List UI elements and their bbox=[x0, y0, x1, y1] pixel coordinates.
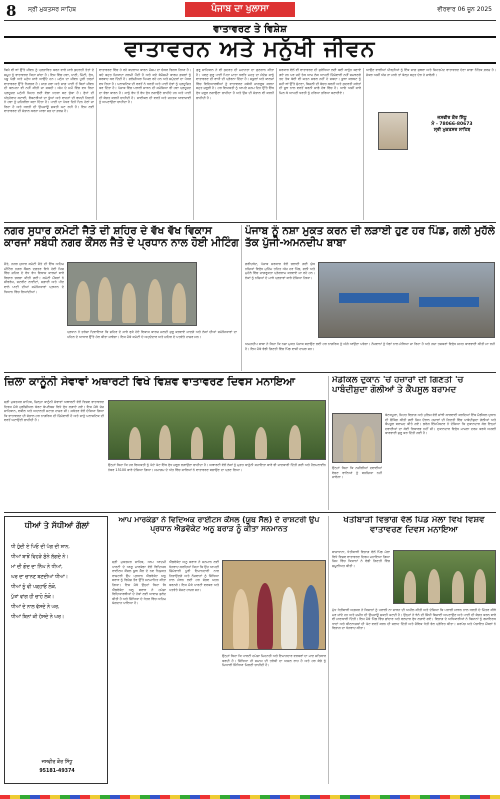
story-4-text-b: ਉਨ੍ਹਾਂ ਕਿਹਾ ਕਿ ਨਸ਼ੀਲੀਆਂ ਦਵਾਈਆਂ ਵੇਚਣ ਵਾਲਿਆਂ ਨੂੰ ਬਖ਼ਸ਼ਿਆ ਨਹੀਂ ਜਾਵੇਗਾ। bbox=[332, 466, 382, 480]
story-5-text-b: ਐਡਵੋਕੇਟ ਅਨੂ ਬਰਾੜ ਨੇ ਸਨਮਾਨ ਲਈ ਧੰਨਵਾਦ ਕਰਦਿਆਂ ਕਿਹਾ ਕਿ ਉਹ ਆਪਣੀ ਜ਼ਿੰਮੇਵਾਰੀ ਪੂਰੀ ਇਮਾਨਦਾਰੀ ਨਾਲ ਨਿਭਾਉਣਗੇ ਅਤੇ ਨੌਜਵਾਨਾਂ ਨੂੰ ਸਿੱਖਿਆ ਨਾਲ ਜੋੜਨ ਲਈ ਹਰ ਸੰਭਵ ਯਤਨ ਕਰਨਗੇ। ਇਸ ਮੌਕੇ ਪਾਰਟੀ ਵਰਕਰ ਅਤੇ ਪਤਵੰਤੇ ਸੱਜਣ ਹਾਜ਼ਰ ਸਨ। bbox=[169, 560, 219, 592]
author-info bbox=[410, 116, 494, 134]
story-1-headline: ਨਗਰ ਸੁਧਾਰ ਕਮੇਟੀ ਜੈਤੋ ਦੀ ਸ਼ਹਿਰ ਦੇ ਵੱਖ ਵੱਖ ਵਿਕਾਸ ਕਾਰਜਾਂ ਸਬੰਧੀ ਨਗਰ ਕੌਂਸਲ ਜੈਤੋ ਦੇ ਪ੍ਰਧਾਨ ਨਾਲ ਹੋਈ ਮੀਟਿੰਗ bbox=[4, 225, 239, 250]
story-5-headline: ਆਪ ਮਾਰਕੰਡਾ ਨੇ ਵਿਦਿਅਕ ਰਾਈਟਸ ਕੌਂਸਲ (ਯੂਥ ਸੈੱਲ) ਦੇ ਰਾਸ਼ਟਰੀ ਉਪ ਪ੍ਰਧਾਨ ਐਡਵੋਕੇਟ ਅਨੂ ਬਰਾੜ ਨੂੰ ਕੀਤਾ ਸਨਮਾਨਤ bbox=[118, 516, 320, 533]
column-rule bbox=[328, 516, 329, 784]
issue-date: ਵੀਰਵਾਰ 06 ਜੂਨ 2025 bbox=[437, 6, 492, 13]
story-3-headline: ਜ਼ਿਲਾ ਕਾਨੂੰਨੀ ਸੇਵਾਵਾਂ ਅਥਾਰਟੀ ਵਿਖੇ ਵਿਸ਼ਵ ਵਾਤਾਵਰਣ ਦਿਵਸ ਮਨਾਇਆ bbox=[4, 376, 295, 388]
poem-body bbox=[11, 543, 105, 623]
story-1-text-a: ਜੈਤੋ, ਨਗਰ ਸੁਧਾਰ ਕਮੇਟੀ ਜੈਤੋ ਦੀ ਇੱਕ ਅਹਿਮ ਮੀਟਿੰਗ ਨਗਰ ਕੌਂਸਲ ਦਫ਼ਤਰ ਵਿਖੇ ਹੋਈ ਜਿਸ ਵਿੱਚ ਸ਼ਹਿਰ ਦੇ ਵੱਖ ਵੱਖ ਵਿਕਾਸ ਕਾਰਜਾਂ ਬਾਰੇ ਵਿਚਾਰ ਚਰਚਾ ਕੀਤੀ ਗਈ। ਕਮੇਟੀ ਮੈਂਬਰਾਂ ਨੇ ਸੀਵਰੇਜ, ਸਟਰੀਟ ਲਾਈਟਾਂ, ਸਫ਼ਾਈ ਅਤੇ ਪੀਣ ਵਾਲੇ ਪਾਣੀ ਦੀਆਂ ਸਮੱਸਿਆਵਾਂ ਪ੍ਰਧਾਨ ਦੇ ਧਿਆਨ ਵਿੱਚ ਲਿਆਂਦੀਆਂ। bbox=[4, 262, 64, 294]
lead-column-5: ਆਉਣ ਵਾਲੀਆਂ ਪੀੜ੍ਹੀਆਂ ਨੂੰ ਇੱਕ ਸਾਫ਼ ਸੁਥਰਾ ਅਤੇ ਸਿਹਤਮੰਦ ਵਾਤਾਵਰਣ ਦੇਣਾ ਸਾਡਾ ਨੈਤਿਕ ਫ਼ਰਜ਼ ਹੈ। ਜੇਕਰ ਅਸੀਂ ਅੱਜ ਨਾ ਜਾਗੇ ਤਾਂ ਕੱਲ੍ਹ ਬਹੁਤ ਦੇਰ ਹੋ ਜਾਵੇਗੀ। bbox=[366, 68, 496, 77]
lead-column-2: ਵਾਤਾਵਰਣ ਵਿੱਚ ਹੋ ਰਹੇ ਬਦਲਾਅ ਕਾਰਨ ਮੌਸਮ ਦਾ ਚੱਕਰ ਵਿਗੜ ਗਿਆ ਹੈ। ਕਦੇ ਬਹੁਤ ਜ਼ਿਆਦਾ ਗਰਮੀ ਪੈਂਦੀ ਹੈ ਅਤੇ ਕਦੇ ਬੇਮੌਸਮੀ ਬਾਰਸ਼ ਫ਼ਸਲਾਂ ਨੂੰ ਬਰਬਾਦ ਕਰ ਦਿੰਦੀ ਹੈ। ਗਲੇਸ਼ੀਅਰ ਪਿਘਲ ਰਹੇ ਹਨ ਅਤੇ ਸਮੁੰਦਰਾਂ ਦਾ ਪੱਧਰ ਵਧ ਰਿਹਾ ਹੈ। ਪਲਾਸਟਿਕ ਦੀ ਵਰਤੋਂ ਨੇ ਧਰਤੀ ਅਤੇ ਪਾਣੀ ਦੋਵਾਂ ਨੂੰ ਪ੍ਰਦੂਸ਼ਿਤ ਕਰ ਦਿੱਤਾ ਹੈ। ਪੰਜਾਬ ਵਿੱਚ ਪਰਾਲੀ ਸਾੜਨ ਦੀ ਸਮੱਸਿਆ ਵੀ ਹਵਾ ਪ੍ਰਦੂਸ਼ਣ ਦਾ ਵੱਡਾ ਕਾਰਨ ਹੈ। ਸਾਨੂੰ ਵੱਧ ਤੋਂ ਵੱਧ ਰੁੱਖ ਲਗਾਉਣੇ ਚਾਹੀਦੇ ਹਨ ਅਤੇ ਪਾਣੀ ਦੀ ਬੱਚਤ ਕਰਨੀ ਚਾਹੀਦੀ ਹੈ। ਸਾਈਕਲ ਦੀ ਵਰਤੋਂ ਅਤੇ ਜਨਤਕ ਆਵਾਜਾਈ ਨੂੰ ਅਪਣਾਉਣਾ ਚਾਹੀਦਾ ਹੈ। bbox=[99, 68, 191, 105]
author-name: ਜਸਵੀਰ ਕੌਰ ਸਿੱਧੂ bbox=[437, 116, 467, 121]
story-4-headline: ਮੈਡੀਕਲ ਦੁਕਾਨ 'ਚੋਂ ਹਜ਼ਾਰਾਂ ਦੀ ਗਿਣਤੀ 'ਚ ਪਾਬੰਦੀਸ਼ੁਦਾ ਗੋਲੀਆਂ ਤੇ ਕੈਪਸੂਲ ਬਰਾਮਦ bbox=[332, 376, 464, 395]
lead-column-4: ਸਰਕਾਰ ਵੱਲੋਂ ਵੀ ਵਾਤਾਵਰਣ ਦੀ ਸੁਰੱਖਿਆ ਲਈ ਕਈ ਕਾਨੂੰਨ ਬਣਾਏ ਗਏ ਹਨ ਪਰ ਜਦੋਂ ਤੱਕ ਆਮ ਲੋਕ ਆਪਣੀ ਜ਼ਿੰਮੇਵਾਰੀ ਨਹੀਂ ਸਮਝਣਗੇ ਤਦ ਤੱਕ ਕੋਈ ਵੀ ਯਤਨ ਸਫਲ ਨਹੀਂ ਹੋ ਸਕਦਾ। ਕੂੜਾ ਕਰਕਟ ਨੂੰ ਸਹੀ ਥਾਂ ਉੱਤੇ ਸੁੱਟਣਾ, ਬਿਜਲੀ ਦੀ ਬੱਚਤ ਕਰਨੀ ਅਤੇ ਕੁਦਰਤੀ ਸਰੋਤਾਂ ਦੀ ਸੂਝ ਨਾਲ ਵਰਤੋਂ ਕਰਨੀ ਸਾਡੇ ਹੱਥ ਵਿੱਚ ਹੈ। ਆਓ ਅਸੀਂ ਸਾਰੇ ਮਿਲ ਕੇ ਆਪਣੀ ਧਰਤੀ ਨੂੰ ਹਰਿਆ ਭਰਿਆ ਬਣਾਈਏ। bbox=[279, 68, 361, 95]
author-place: ਸ੍ਰੀ ਮੁਕਤਸਰ ਸਾਹਿਬ bbox=[433, 128, 471, 133]
story-5-photo bbox=[222, 560, 326, 650]
page-number: 8 bbox=[6, 2, 17, 20]
story-3-text-a: ਸ੍ਰੀ ਮੁਕਤਸਰ ਸਾਹਿਬ, ਜ਼ਿਲ੍ਹਾ ਕਾਨੂੰਨੀ ਸੇਵਾਵਾਂ ਅਥਾਰਟੀ ਵੱਲੋਂ ਵਿਸ਼ਵ ਵਾਤਾਵਰਣ ਦਿਵਸ ਮੌਕੇ ਜੁਡੀਸ਼ੀਅਲ ਕੋਰਟ ਕੰਪਲੈਕਸ ਵਿਖੇ ਰੁੱਖ ਲਗਾਏ ਗਏ। ਇਸ ਮੌਕੇ ਜੱਜ ਸਾਹਿਬਾਨ, ਵਕੀਲ ਅਤੇ ਅਦਾਲਤੀ ਸਟਾਫ਼ ਹਾਜ਼ਰ ਸੀ। ਸਕੱਤਰ ਵੱਲੋਂ ਦੱਸਿਆ ਗਿਆ ਕਿ ਵਾਤਾਵਰਣ ਦੀ ਸੰਭਾਲ ਹਰ ਨਾਗਰਿਕ ਦੀ ਜ਼ਿੰਮੇਵਾਰੀ ਹੈ ਅਤੇ ਸਾਨੂੰ ਪਲਾਸਟਿਕ ਦੀ ਵਰਤੋਂ ਘਟਾਉਣੀ ਚਾਹੀਦੀ ਹੈ। bbox=[4, 400, 104, 423]
column-rule bbox=[241, 225, 242, 371]
column-rule bbox=[193, 68, 194, 220]
author-photo bbox=[378, 112, 408, 150]
story-6-photo bbox=[393, 550, 496, 604]
paper-name: ਪੰਜਾਬ ਦਾ ਖੁਲਾਸਾ bbox=[185, 2, 295, 17]
poem-line: ਧੀਆਂ ਦੇ ਨਾਲ ਵੱਸਦੇ ਨੇ ਘਰ, bbox=[11, 605, 60, 610]
section-rule bbox=[4, 372, 496, 373]
lead-column-1: ਕਿਸੇ ਵੀ ਥਾਂ ਉੱਤੇ ਜੀਵਨ ਨੂੰ ਪ੍ਰਭਾਵਿਤ ਕਰਨ ਵਾਲੇ ਸਾਰੇ ਕੁਦਰਤੀ ਤੱਤਾਂ ਦੇ ਸਮੂਹ ਨੂੰ ਵਾਤਾਵਰਣ ਕਿਹਾ ਜਾਂਦਾ ਹੈ। ਇਸ ਵਿੱਚ ਹਵਾ, ਪਾਣੀ, ਮਿੱਟੀ, ਰੁੱਖ, ਪਸ਼ੂ ਪੰਛੀ ਅਤੇ ਮਨੁੱਖ ਸਾਰੇ ਆਉਂਦੇ ਹਨ। ਮਨੁੱਖ ਦਾ ਜੀਵਨ ਪੂਰੀ ਤਰ੍ਹਾਂ ਵਾਤਾਵਰਣ ਉੱਤੇ ਨਿਰਭਰ ਹੈ। ਸਾਫ਼ ਹਵਾ ਅਤੇ ਸਾਫ਼ ਪਾਣੀ ਤੋਂ ਬਿਨਾਂ ਜੀਵਨ ਦੀ ਕਲਪਨਾ ਵੀ ਨਹੀਂ ਕੀਤੀ ਜਾ ਸਕਦੀ। ਅੱਜ ਦੇ ਸਮੇਂ ਵਿੱਚ ਵਧ ਰਿਹਾ ਪ੍ਰਦੂਸ਼ਣ ਮਨੁੱਖੀ ਸਿਹਤ ਲਈ ਵੱਡਾ ਖ਼ਤਰਾ ਬਣ ਚੁੱਕਾ ਹੈ। ਰੁੱਖਾਂ ਦੀ ਅੰਨ੍ਹੇਵਾਹ ਕਟਾਈ, ਫੈਕਟਰੀਆਂ ਦਾ ਧੂੰਆਂ ਅਤੇ ਵਾਹਨਾਂ ਦੀ ਵਧਦੀ ਗਿਣਤੀ ਨੇ ਹਵਾ ਨੂੰ ਜ਼ਹਿਰੀਲਾ ਬਣਾ ਦਿੱਤਾ ਹੈ। ਪਾਣੀ ਦਾ ਪੱਧਰ ਦਿਨੋਂ ਦਿਨ ਹੇਠਾਂ ਜਾ ਰਿਹਾ ਹੈ ਅਤੇ ਧਰਤੀ ਦੀ ਉਪਜਾਊ ਸ਼ਕਤੀ ਘਟ ਰਹੀ ਹੈ। ਇਸ ਲਈ ਵਾਤਾਵਰਣ ਦੀ ਸੰਭਾਲ ਕਰਨਾ ਸਾਡਾ ਸਭ ਦਾ ਫ਼ਰਜ਼ ਹੈ। bbox=[4, 68, 94, 114]
story-6-text-a: ਬਾਜਾਖਾਨਾ, ਖੇਤੀਬਾੜੀ ਵਿਭਾਗ ਵੱਲੋਂ ਪਿੰਡ ਮੱਲਾ ਵਿਖੇ ਵਿਸ਼ਵ ਵਾਤਾਵਰਣ ਦਿਵਸ ਮਨਾਇਆ ਗਿਆ ਜਿਸ ਵਿੱਚ ਕਿਸਾਨਾਂ ਨੇ ਵੱਡੀ ਗਿਣਤੀ ਵਿੱਚ ਸ਼ਮੂਲੀਅਤ ਕੀਤੀ। bbox=[332, 550, 390, 568]
poem-title: ਧੀਆਂ ਤੇ ਸੱਧੀਆਂ ਗੱਲਾਂ bbox=[24, 521, 90, 530]
story-5-text-a: ਸ੍ਰੀ ਮੁਕਤਸਰ ਸਾਹਿਬ, ਆਮ ਆਦਮੀ ਪਾਰਟੀ ਦੇ ਆਗੂ ਮਾਰਕੰਡਾ ਵੱਲੋਂ ਵਿਦਿਅਕ ਰਾਈਟਸ ਕੌਂਸਲ ਯੂਥ ਸੈੱਲ ਦੇ ਨਵ ਨਿਯੁਕਤ ਰਾਸ਼ਟਰੀ ਉਪ ਪ੍ਰਧਾਨ ਐਡਵੋਕੇਟ ਅਨੂ ਬਰਾੜ ਨੂੰ ਵਿਸ਼ੇਸ਼ ਤੌਰ ਉੱਤੇ ਸਨਮਾਨਿਤ ਕੀਤਾ ਗਿਆ। ਇਸ ਮੌਕੇ ਉਨ੍ਹਾਂ ਕਿਹਾ ਕਿ ਐਡਵੋਕੇਟ ਅਨੂ ਬਰਾੜ ਨੇ ਹਮੇਸ਼ਾ ਵਿਦਿਆਰਥੀਆਂ ਦੇ ਹੱਕਾਂ ਲਈ ਆਵਾਜ਼ ਬੁਲੰਦ ਕੀਤੀ ਹੈ ਅਤੇ ਸਿੱਖਿਆ ਦੇ ਖੇਤਰ ਵਿੱਚ ਅਹਿਮ ਯੋਗਦਾਨ ਪਾਇਆ ਹੈ। bbox=[112, 560, 166, 606]
column-rule bbox=[96, 68, 97, 220]
story-2-photo bbox=[318, 262, 495, 338]
masthead-rule bbox=[4, 20, 496, 21]
story-4-text-a: ਕੋਟਕਪੂਰਾ, ਸਿਹਤ ਵਿਭਾਗ ਅਤੇ ਪੁਲਿਸ ਵੱਲੋਂ ਸਾਂਝੀ ਕਾਰਵਾਈ ਕਰਦਿਆਂ ਇੱਕ ਮੈਡੀਕਲ ਦੁਕਾਨ ਦੀ ਚੈਕਿੰਗ ਕੀਤੀ ਗਈ ਜਿਸ ਦੌਰਾਨ ਹਜ਼ਾਰਾਂ ਦੀ ਗਿਣਤੀ ਵਿੱਚ ਪਾਬੰਦੀਸ਼ੁਦਾ ਗੋਲੀਆਂ ਅਤੇ ਕੈਪਸੂਲ ਬਰਾਮਦ ਕੀਤੇ ਗਏ। ਡਰੱਗ ਇੰਸਪੈਕਟਰ ਨੇ ਦੱਸਿਆ ਕਿ ਦੁਕਾਨਦਾਰ ਕੋਲ ਇਨ੍ਹਾਂ ਦਵਾਈਆਂ ਦਾ ਕੋਈ ਰਿਕਾਰਡ ਨਹੀਂ ਸੀ। ਦੁਕਾਨਦਾਰ ਵਿਰੁੱਧ ਮਾਮਲਾ ਦਰਜ ਕਰਕੇ ਅਗਲੀ ਕਾਰਵਾਈ ਸ਼ੁਰੂ ਕਰ ਦਿੱਤੀ ਗਈ ਹੈ। bbox=[385, 413, 496, 436]
poem-box bbox=[4, 516, 108, 784]
story-3-text-b: ਉਨ੍ਹਾਂ ਕਿਹਾ ਕਿ ਹਰ ਵਿਅਕਤੀ ਨੂੰ ਘੱਟੋ ਘੱਟ ਇੱਕ ਰੁੱਖ ਜ਼ਰੂਰ ਲਗਾਉਣਾ ਚਾਹੀਦਾ ਹੈ। ਅਥਾਰਟੀ ਵੱਲੋਂ ਲੋਕਾਂ ਨੂੰ ਮੁਫ਼ਤ ਕਾਨੂੰਨੀ ਸਹਾਇਤਾ ਬਾਰੇ ਵੀ ਜਾਣਕਾਰੀ ਦਿੱਤੀ ਗਈ ਅਤੇ ਹੈਲਪਲਾਈਨ ਨੰਬਰ 15100 ਬਾਰੇ ਦੱਸਿਆ ਗਿਆ। ਸਮਾਗਮ ਦੇ ਅੰਤ ਵਿੱਚ ਸਾਰਿਆਂ ਨੇ ਵਾਤਾਵਰਣ ਬਚਾਉਣ ਦਾ ਪ੍ਰਣ ਲਿਆ। bbox=[108, 463, 326, 472]
poem-line: ਧੀਆਂ ਬਿਨਾਂ ਕੀ ਹੱਸਦੇ ਨੇ ਘਰ। bbox=[11, 615, 65, 620]
section-rule bbox=[4, 222, 496, 223]
story-4-photo bbox=[332, 413, 382, 463]
column-rule bbox=[328, 376, 329, 510]
lead-column-3: ਗੁਰੂ ਸਾਹਿਬਾਨ ਨੇ ਵੀ ਕੁਦਰਤ ਦੀ ਮਹਾਨਤਾ ਦਾ ਗੁਣਗਾਨ ਕੀਤਾ ਹੈ। ਪਵਣੁ ਗੁਰੂ ਪਾਣੀ ਪਿਤਾ ਮਾਤਾ ਧਰਤਿ ਮਹਤੁ ਦਾ ਸੰਦੇਸ਼ ਸਾਨੂੰ ਵਾਤਾਵਰਣ ਦੀ ਰਾਖੀ ਦੀ ਪ੍ਰੇਰਨਾ ਦਿੰਦਾ ਹੈ। ਸਕੂਲਾਂ ਅਤੇ ਕਾਲਜਾਂ ਵਿੱਚ ਵਿਦਿਆਰਥੀਆਂ ਨੂੰ ਵਾਤਾਵਰਣ ਸਬੰਧੀ ਜਾਗਰੂਕ ਕਰਨਾ ਬਹੁਤ ਜ਼ਰੂਰੀ ਹੈ। ਹਰ ਵਿਅਕਤੀ ਨੂੰ ਆਪਣੇ ਜਨਮ ਦਿਨ ਉੱਤੇ ਇੱਕ ਰੁੱਖ ਜ਼ਰੂਰ ਲਗਾਉਣਾ ਚਾਹੀਦਾ ਹੈ ਅਤੇ ਉਸ ਦੀ ਸੰਭਾਲ ਵੀ ਕਰਨੀ ਚਾਹੀਦੀ ਹੈ। bbox=[196, 68, 274, 100]
story-2-text-a: ਫ਼ਰੀਦਕੋਟ, ਪੰਜਾਬ ਸਰਕਾਰ ਵੱਲੋਂ ਚਲਾਈ ਗਈ ਯੁੱਧ ਨਸ਼ਿਆਂ ਵਿਰੁੱਧ ਮੁਹਿੰਮ ਤਹਿਤ ਅੱਜ ਹਰ ਪਿੰਡ, ਗਲੀ ਅਤੇ ਮੁਹੱਲੇ ਵਿੱਚ ਜਾਗਰੂਕਤਾ ਪ੍ਰੋਗਰਾਮ ਕਰਵਾਏ ਜਾ ਰਹੇ ਹਨ। ਲੋਕਾਂ ਨੂੰ ਨਸ਼ਿਆਂ ਦੇ ਮਾੜੇ ਪ੍ਰਭਾਵਾਂ ਬਾਰੇ ਦੱਸਿਆ ਗਿਆ। bbox=[245, 262, 315, 280]
story-1-text-b: ਪ੍ਰਧਾਨ ਨੇ ਭਰੋਸਾ ਦਿਵਾਇਆ ਕਿ ਸ਼ਹਿਰ ਦੇ ਸਾਰੇ ਰੁਕੇ ਹੋਏ ਵਿਕਾਸ ਕਾਰਜ ਜਲਦੀ ਸ਼ੁਰੂ ਕਰਵਾਏ ਜਾਣਗੇ ਅਤੇ ਲੋਕਾਂ ਦੀਆਂ ਸਮੱਸਿਆਵਾਂ ਦਾ ਪਹਿਲ ਦੇ ਆਧਾਰ ਉੱਤੇ ਹੱਲ ਕੀਤਾ ਜਾਵੇਗਾ। ਇਸ ਮੌਕੇ ਕਮੇਟੀ ਦੇ ਅਹੁਦੇਦਾਰ ਅਤੇ ਸ਼ਹਿਰ ਦੇ ਪਤਵੰਤੇ ਹਾਜ਼ਰ ਸਨ। bbox=[67, 330, 237, 339]
story-6-text-b: ਮੁੱਖ ਖੇਤੀਬਾੜੀ ਅਫ਼ਸਰ ਨੇ ਕਿਸਾਨਾਂ ਨੂੰ ਪਰਾਲੀ ਨਾ ਸਾੜਨ ਦੀ ਅਪੀਲ ਕੀਤੀ ਅਤੇ ਦੱਸਿਆ ਕਿ ਪਰਾਲੀ ਸਾੜਨ ਨਾਲ ਧਰਤੀ ਦੇ ਮਿੱਤਰ ਕੀੜੇ ਮਰ ਜਾਂਦੇ ਹਨ ਅਤੇ ਜ਼ਮੀਨ ਦੀ ਉਪਜਾਊ ਸ਼ਕਤੀ ਘਟਦੀ ਹੈ। ਉਨ੍ਹਾਂ ਨੇ ਝੋਨੇ ਦੀ ਸਿੱਧੀ ਬਿਜਾਈ ਅਪਣਾਉਣ ਅਤੇ ਪਾਣੀ ਦੀ ਬੱਚਤ ਕਰਨ ਬਾਰੇ ਵੀ ਜਾਣਕਾਰੀ ਦਿੱਤੀ। ਇਸ ਮੌਕੇ ਪਿੰਡ ਵਿੱਚ ਛਾਂਦਾਰ ਅਤੇ ਫਲਦਾਰ ਰੁੱਖ ਲਗਾਏ ਗਏ। ਵਿਭਾਗ ਦੇ ਅਧਿਕਾਰੀਆਂ ਨੇ ਕਿਸਾਨਾਂ ਨੂੰ ਰਸਾਇਣਕ ਖਾਦਾਂ ਅਤੇ ਕੀਟਨਾਸ਼ਕਾਂ ਦੀ ਘੱਟ ਵਰਤੋਂ ਕਰਨ ਦੀ ਸਲਾਹ ਦਿੱਤੀ ਅਤੇ ਜੈਵਿਕ ਖੇਤੀ ਵੱਲ ਪ੍ਰੇਰਿਤ ਕੀਤਾ। ਸਰਪੰਚ ਅਤੇ ਪੰਚਾਇਤ ਮੈਂਬਰਾਂ ਨੇ ਵਿਭਾਗ ਦਾ ਧੰਨਵਾਦ ਕੀਤਾ। bbox=[332, 608, 496, 631]
story-2-headline: ਪੰਜਾਬ ਨੂੰ ਨਸ਼ਾ ਮੁਕਤ ਕਰਨ ਦੀ ਲੜਾਈ ਹੁਣ ਹਰ ਪਿੰਡ, ਗਲੀ ਮੁਹੱਲੇ ਤੱਕ ਪੁੱਜੀ-ਅਮਨਦੀਪ ਬਾਬਾ bbox=[245, 225, 495, 250]
color-registration-strip bbox=[0, 795, 500, 799]
poem-line: ਧੀਆਂ ਨੂੰ ਵੀ ਪੜ੍ਹਾਓ ਲੋਕੋ, bbox=[11, 585, 57, 590]
poem-line: ਮਾਂ ਦੀ ਗੋਦ ਦਾ ਨਿੱਘ ਨੇ ਧੀਆਂ, bbox=[11, 565, 63, 570]
column-rule bbox=[363, 68, 364, 220]
story-3-photo bbox=[108, 400, 326, 460]
lead-headline: ਵਾਤਾਵਰਨ ਅਤੇ ਮਨੁੱਖੀ ਜੀਵਨ bbox=[4, 36, 496, 64]
story-1-photo bbox=[67, 262, 197, 326]
story-2-text-b: ਅਮਨਦੀਪ ਬਾਬਾ ਨੇ ਕਿਹਾ ਕਿ ਨਸ਼ਾ ਮੁਕਤ ਪੰਜਾਬ ਬਣਾਉਣ ਲਈ ਹਰ ਨਾਗਰਿਕ ਨੂੰ ਅੱਗੇ ਆਉਣਾ ਪਵੇਗਾ। ਨੌਜਵਾਨਾਂ ਨੂੰ ਖੇਡਾਂ ਨਾਲ ਜੋੜਿਆ ਜਾ ਰਿਹਾ ਹੈ ਅਤੇ ਨਸ਼ਾ ਤਸਕਰਾਂ ਵਿਰੁੱਧ ਸਖ਼ਤ ਕਾਰਵਾਈ ਕੀਤੀ ਜਾ ਰਹੀ ਹੈ। ਇਸ ਮੌਕੇ ਵੱਡੀ ਗਿਣਤੀ ਵਿੱਚ ਪਿੰਡ ਵਾਸੀ ਹਾਜ਼ਰ ਸਨ। bbox=[245, 342, 495, 351]
poem-line: ਘਰ ਦਾ ਚਾਨਣ ਬਣਦੀਆਂ ਧੀਆਂ। bbox=[11, 575, 68, 580]
lead-kicker: ਵਾਤਾਵਰਣ ਤੇ ਵਿਸ਼ੇਸ਼ bbox=[213, 24, 287, 35]
story-5-text-c: ਉਨ੍ਹਾਂ ਕਿਹਾ ਕਿ ਪਾਰਟੀ ਹਮੇਸ਼ਾ ਮਿਹਨਤੀ ਅਤੇ ਇਮਾਨਦਾਰ ਵਰਕਰਾਂ ਦਾ ਮਾਣ ਸਤਿਕਾਰ ਕਰਦੀ ਹੈ। ਸਿੱਖਿਆ ਹੀ ਸਮਾਜ ਦੀ ਤਰੱਕੀ ਦਾ ਅਸਲ ਰਾਹ ਹੈ ਅਤੇ ਹਰ ਬੱਚੇ ਨੂੰ ਮਿਆਰੀ ਸਿੱਖਿਆ ਮਿਲਣੀ ਚਾਹੀਦੀ ਹੈ। bbox=[222, 654, 326, 668]
story-6-headline: ਖੇਤੀਬਾੜੀ ਵਿਭਾਗ ਵੱਲੋਂ ਪਿੰਡ ਮੱਲਾ ਵਿਖੇ ਵਿਸ਼ਵ ਵਾਤਾਵਰਣ ਦਿਵਸ ਮਨਾਇਆ bbox=[343, 516, 485, 535]
poem-line: ਪੁੱਤਾਂ ਵਾਂਗ ਹੀ ਚਾਹੋ ਲੋਕੋ। bbox=[11, 595, 55, 600]
poem-line: ਧੀ ਹੁੰਦੀ ਏ ਪਿਓ ਦੀ ਪੱਗ ਦੀ ਸ਼ਾਨ, bbox=[11, 545, 70, 550]
poem-line: ਧੀਆਂ ਬਾਝੋਂ ਵਿਹੜੇ ਸੁੰਨੇ ਲੱਗਦੇ ਨੇ। bbox=[11, 555, 69, 560]
poem-author: ਜਸਵੀਰ ਕੌਰ ਸਿੱਧੂ bbox=[41, 760, 73, 765]
section-rule bbox=[4, 512, 496, 513]
author-phone: ਮੋ - 78066-80673 bbox=[431, 122, 473, 127]
poem-phone: 95181-49374 bbox=[39, 769, 75, 774]
masthead bbox=[0, 0, 500, 20]
publication-place: ਸ੍ਰੀ ਮੁਕਤਸਰ ਸਾਹਿਬ bbox=[28, 6, 77, 13]
column-rule bbox=[276, 68, 277, 220]
